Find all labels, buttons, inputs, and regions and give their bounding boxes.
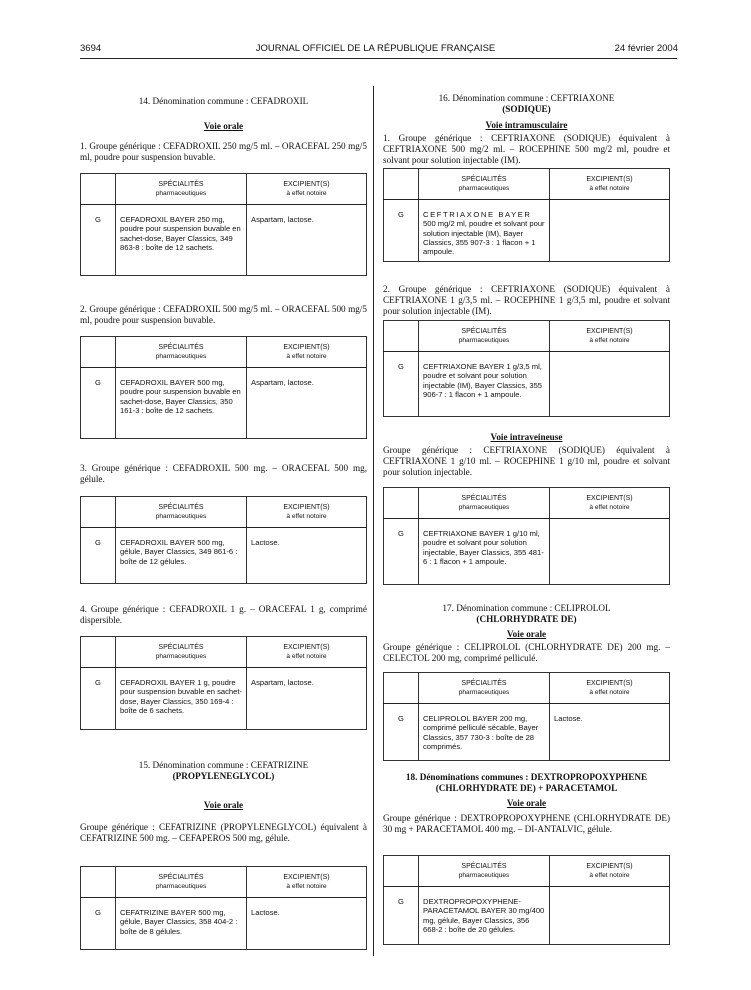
section-17-voie: Voie orale [506, 629, 547, 639]
section-14-group-1: 1. Groupe générique : CEFADROXIL 250 mg/5 ml. – ORACEFAL 250 mg/5 ml, poudre pour suspension buvable. [80, 141, 367, 162]
section-17-table: SPÉCIALITÉS pharmaceutiques EXCIPIENT(S) à effet notoire G CELIPROLOL BAYER 200 mg, comprimé pelliculé sécable, Bayer Classics, 357 730-3 : boîte de 28 comprimés. Lactose. [383, 672, 670, 761]
col-header-excipients: EXCIPIENT(S) à effet notoire [247, 174, 367, 205]
table-row: G CEFADROXIL BAYER 1 g, poudre pour suspension buvable en sachet-dose, Bayer Classics, 350 169-4 : boîte de 6 sachets. Aspartam, lactose. [81, 668, 367, 730]
table-row: G CEFTRIAXONE BAYER 1 g/10 ml, poudre et solvant pour solution injectable, Bayer Classics, 355 481-6 : 1 flacon + 1 ampoule. [384, 519, 670, 585]
table-row: G CEFTRIAXONE BAYER 1 g/3,5 ml, poudre et solvant pour solution injectable (IM), Bayer Classics, 355 906-7 : 1 flacon + 1 ampoule. [384, 352, 670, 417]
page-number: 3694 [80, 43, 102, 54]
section-16-voie-iv: Voie intraveineuse [490, 432, 563, 442]
section-14-group-1-table [80, 173, 367, 276]
section-16-group-3-table: SPÉCIALITÉS pharmaceutiques EXCIPIENT(S) à effet notoire G CEFTRIAXONE BAYER 1 g/10 ml, poudre et solvant pour solution injectable, Bayer Classics, 355 481-6 : 1 flacon + 1 ampoule. [383, 487, 670, 585]
section-14-group-4-table: SPÉCIALITÉS pharmaceutiques EXCIPIENT(S) à effet notoire G CEFADROXIL BAYER 1 g, poudre pour suspension buvable en sachet-dose, Bayer Classics, 350 169-4 : boîte de 6 sachets. Aspartam, lactose. [80, 636, 367, 730]
section-14-group-2: 2. Groupe générique : CEFADROXIL 500 mg/5 ml. – ORACEFAL 500 mg/5 ml, poudre pour suspension buvable. [80, 304, 367, 325]
table-row: G CEFATRIZINE BAYER 500 mg, gélule, Bayer Classics, 358 404-2 : boîte de 8 gélules. Lactose. [81, 898, 367, 950]
section-16-group-1-table-wrap [383, 160, 670, 262]
section-18-table: SPÉCIALITÉS pharmaceutiques EXCIPIENT(S) à effet notoire G DEXTROPROPOXYPHENE-PARACETAMOL BAYER 30 mg/400 mg, gélule, Bayer Classics, 356 668-2 : boîte de 20 gélules. [383, 855, 670, 945]
section-17-heading: 17. Dénomination commune : CELIPROLOL (CHLORHYDRATE DE) [442, 603, 611, 624]
section-16-group-1: 1. Groupe générique : CEFTRIAXONE (SODIQUE) équivalent à CEFTRIAXONE 500 mg/2 ml. – ROCEPHINE 500 mg/2 ml, poudre et solvant pour solution injectable (IM). [383, 133, 670, 165]
section-15-table: SPÉCIALITÉS pharmaceutiques EXCIPIENT(S) à effet notoire G CEFATRIZINE BAYER 500 mg, gélule, Bayer Classics, 358 404-2 : boîte de 8 gélules. Lactose. [80, 866, 367, 950]
section-18-voie: Voie orale [506, 798, 547, 808]
section-14-group-3-table: SPÉCIALITÉS pharmaceutiques EXCIPIENT(S) à effet notoire G CEFADROXIL BAYER 500 mg, gélule, Bayer Classics, 349 861-6 : boîte de 12 gélules. Lactose. [80, 496, 367, 584]
section-15-table-wrap [80, 858, 367, 950]
right-column [383, 0, 670, 990]
table-row: G CEFTRIAXONE BAYER 500 mg/2 ml, poudre et solvant pour solution injectable (IM), Bayer Classics, 355 907-3 : 1 flacon + 1 ampoule. [384, 200, 670, 262]
section-14-heading: 14. Dénomination commune : CEFADROXIL [138, 96, 309, 106]
section-16-group-3-table-wrap [383, 479, 670, 585]
section-14-group-4-table-wrap [80, 628, 367, 730]
section-14-group-2-table: SPÉCIALITÉS pharmaceutiques EXCIPIENT(S) à effet notoire G CEFADROXIL BAYER 500 mg, poudre pour suspension buvable en sachet-dose, Bayer Classics, 350 161-3 : boîte de 12 sachets. Aspartam, lactose. [80, 336, 367, 439]
table-row: G CEFADROXIL BAYER 500 mg, gélule, Bayer Classics, 349 861-6 : boîte de 12 gélules. Lactose. [81, 528, 367, 584]
col-header-g [81, 174, 116, 205]
publication-date: 24 février 2004 [614, 43, 678, 54]
table-row: G DEXTROPROPOXYPHENE-PARACETAMOL BAYER 30 mg/400 mg, gélule, Bayer Classics, 356 668-2 : boîte de 20 gélules. [384, 887, 670, 945]
section-14-group-3: 3. Groupe générique : CEFADROXIL 500 mg. – ORACEFAL 500 mg, gélule. [80, 463, 367, 484]
section-18-table-wrap [383, 847, 670, 945]
section-15-heading: 15. Dénomination commune : CEFATRIZINE (PROPYLENEGLYCOL) [138, 760, 309, 781]
section-14-group-2-table-wrap [80, 328, 367, 439]
section-16-group-2: 2. Groupe générique : CEFTRIAXONE (SODIQUE) équivalent à CEFTRIAXONE 1 g/3,5 ml. – ROCEPHINE 1 g/3,5 ml, poudre et solvant pour solution injectable (IM). [383, 284, 670, 316]
section-16-group-2-table-wrap [383, 312, 670, 417]
section-16-voie-im: Voie intramusculaire [485, 120, 568, 130]
section-16-group-2-table: SPÉCIALITÉS pharmaceutiques EXCIPIENT(S) à effet notoire G CEFTRIAXONE BAYER 1 g/3,5 ml, poudre et solvant pour solution injectable (IM), Bayer Classics, 355 906-7 : 1 flacon + 1 ampoule. [383, 320, 670, 417]
column-divider [373, 86, 374, 956]
section-15-group: Groupe générique : CEFATRIZINE (PROPYLENEGLYCOL) équivalent à CEFATRIZINE 500 mg. – CEFAPEROS 500 mg, gélule. [80, 822, 367, 843]
section-14-group-3-table-wrap [80, 488, 367, 584]
section-17-group: Groupe générique : CELIPROLOL (CHLORHYDRATE DE) 200 mg. – CELECTOL 200 mg, comprimé pelliculé. [383, 642, 670, 663]
section-14-group-1-table-wrap [80, 165, 367, 276]
table-row: G CELIPROLOL BAYER 200 mg, comprimé pelliculé sécable, Bayer Classics, 357 730-3 : boîte de 28 comprimés. Lactose. [384, 704, 670, 761]
table-row: G CEFADROXIL BAYER 500 mg, poudre pour suspension buvable en sachet-dose, Bayer Classics, 350 161-3 : boîte de 12 sachets. Aspartam, lactose. [81, 368, 367, 439]
section-16-heading: 16. Dénomination commune : CEFTRIAXONE (SODIQUE) [438, 93, 615, 114]
journal-title: JOURNAL OFFICIEL DE LA RÉPUBLIQUE FRANÇAISE [255, 43, 496, 54]
col-header-specialites: SPÉCIALITÉS pharmaceutiques [116, 174, 247, 205]
section-17-table-wrap [383, 664, 670, 761]
section-14-group-4: 4. Groupe générique : CEFADROXIL 1 g. – ORACEFAL 1 g, comprimé dispersible. [80, 604, 367, 625]
section-14-voie: Voie orale [203, 121, 244, 131]
section-18-heading: 18. Dénominations communes : DEXTROPROPOXYPHENE (CHLORHYDRATE DE) + PARACETAMOL [405, 772, 648, 793]
table-row: G CEFADROXIL BAYER 250 mg, poudre pour suspension buvable en sachet-dose, Bayer Classics, 349 863-8 : boîte de 12 sachets. Aspartam, lactose. [81, 205, 367, 276]
section-18-group: Groupe générique : DEXTROPROPOXYPHENE (CHLORHYDRATE DE) 30 mg + PARACETAMOL 400 mg. – DI-ANTALVIC, gélule. [383, 813, 670, 834]
left-column [80, 0, 367, 990]
section-16-group-3: Groupe générique : CEFTRIAXONE (SODIQUE) équivalent à CEFTRIAXONE 1 g/10 ml. – ROCEPHINE 1 g/10 ml, poudre et solvant pour solution injectable. [383, 445, 670, 477]
section-16-group-1-table: SPÉCIALITÉS pharmaceutiques EXCIPIENT(S) à effet notoire G CEFTRIAXONE BAYER 500 mg/2 ml, poudre et solvant pour solution injectable (IM), Bayer Classics, 355 907-3 : 1 flacon + 1 ampoule. [383, 168, 670, 262]
section-15-voie: Voie orale [203, 800, 244, 810]
